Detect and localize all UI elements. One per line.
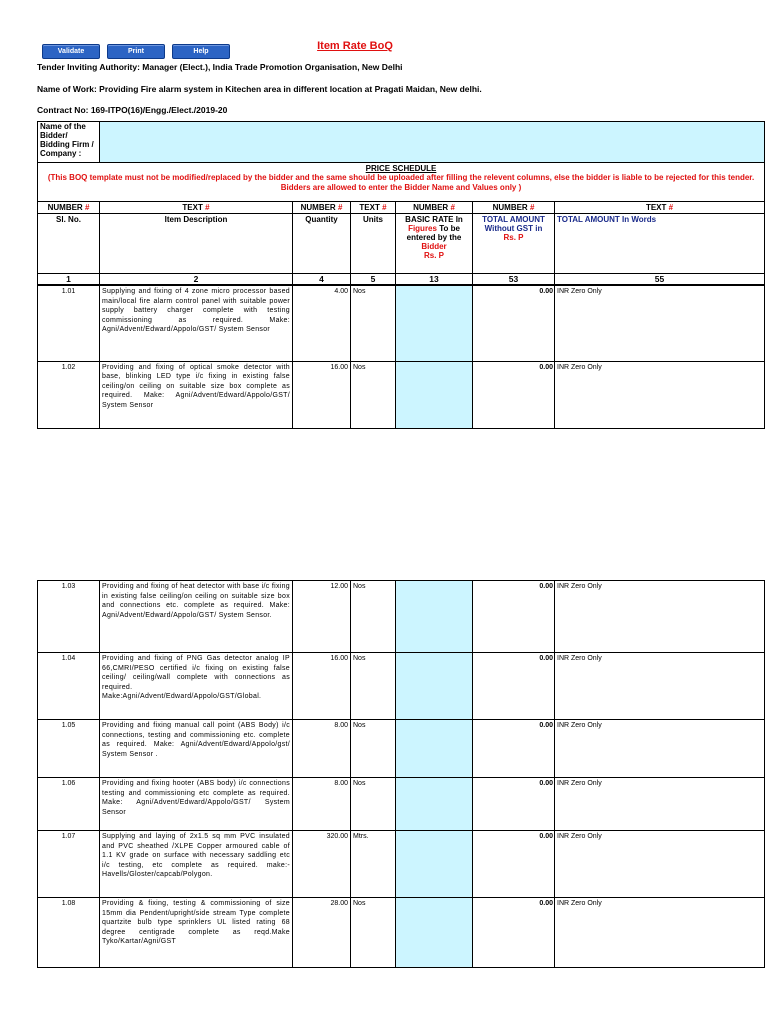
basic-rate-input[interactable] [396, 653, 473, 720]
item-amount-in-words: INR Zero Only [555, 831, 765, 898]
type-mark: # [84, 203, 90, 212]
type-mark: # [337, 203, 343, 212]
item-description: Providing and fixing of heat detector with base i/c fixing in existing false ceiling/on ceiling on suitable size box and connections etc. complete as required. Make: Agni/Advent/Edward/Appolo/GST/ System Sensor. [100, 581, 293, 653]
header-basic-rate-c: To be entered by the [406, 224, 462, 242]
print-button[interactable]: Print [107, 44, 165, 59]
header-sl-no: Sl. No. [38, 214, 100, 274]
basic-rate-input[interactable] [396, 285, 473, 361]
item-amount-in-words: INR Zero Only [555, 653, 765, 720]
item-quantity: 320.00 [293, 831, 351, 898]
header-amount-in-words: TOTAL AMOUNT In Words [555, 214, 765, 274]
column-header-row [38, 214, 765, 274]
bidder-name-input[interactable] [100, 122, 765, 163]
boq-table-page-2 [37, 580, 765, 968]
boq-item-row [38, 653, 765, 720]
item-sl-no: 1.04 [38, 653, 100, 720]
type-mark: # [382, 203, 387, 212]
header-item-description: Item Description [100, 214, 293, 274]
column-number: 13 [396, 274, 473, 286]
type-label: TEXT [359, 203, 380, 212]
item-units: Nos [351, 778, 396, 831]
item-total-amount: 0.00 [473, 778, 555, 831]
type-label: NUMBER [492, 203, 528, 212]
item-units: Nos [351, 720, 396, 778]
price-schedule-row [38, 163, 765, 202]
item-total-amount: 0.00 [473, 898, 555, 968]
basic-rate-input[interactable] [396, 581, 473, 653]
item-total-amount: 0.00 [473, 831, 555, 898]
boq-item-row [38, 361, 765, 428]
tender-authority: Tender Inviting Authority: Manager (Elect.), India Trade Promotion Organisation, New Delhi [37, 62, 403, 72]
price-schedule-title: PRICE SCHEDULE [365, 164, 437, 173]
item-quantity: 8.00 [293, 720, 351, 778]
type-cell [38, 202, 100, 214]
header-total-rs: Rs. P [503, 233, 524, 242]
item-units: Nos [351, 285, 396, 361]
type-mark: # [205, 203, 210, 212]
validate-button[interactable]: Validate [42, 44, 100, 59]
header-total-amount [473, 214, 555, 274]
header-basic-rate-d: Bidder [421, 242, 447, 251]
basic-rate-input[interactable] [396, 778, 473, 831]
basic-rate-input[interactable] [396, 720, 473, 778]
basic-rate-input[interactable] [396, 898, 473, 968]
basic-rate-input[interactable] [396, 831, 473, 898]
item-quantity: 16.00 [293, 361, 351, 428]
item-description: Providing and fixing manual call point (ABS Body) i/c connections, testing and commissioning etc. complete as required. Make: Agni/Advent/Edward/Appolo/gst/ System Sensor . [100, 720, 293, 778]
item-quantity: 12.00 [293, 581, 351, 653]
column-number: 4 [293, 274, 351, 286]
column-number: 53 [473, 274, 555, 286]
column-number-row [38, 274, 765, 286]
item-total-amount: 0.00 [473, 581, 555, 653]
header-basic-rate-b: Figures [408, 224, 437, 233]
item-sl-no: 1.06 [38, 778, 100, 831]
item-units: Nos [351, 898, 396, 968]
boq-item-row [38, 720, 765, 778]
item-amount-in-words: INR Zero Only [555, 778, 765, 831]
type-cell [351, 202, 396, 214]
item-sl-no: 1.03 [38, 581, 100, 653]
page-title: Item Rate BoQ [317, 40, 393, 52]
header-quantity: Quantity [293, 214, 351, 274]
boq-item-row [38, 285, 765, 361]
items-page-1 [38, 285, 765, 428]
type-label: TEXT [182, 203, 203, 212]
type-mark: # [529, 203, 535, 212]
item-quantity: 28.00 [293, 898, 351, 968]
header-basic-rate [396, 214, 473, 274]
bidder-row [38, 122, 765, 163]
item-units: Nos [351, 653, 396, 720]
item-amount-in-words: INR Zero Only [555, 720, 765, 778]
item-quantity: 16.00 [293, 653, 351, 720]
item-description: Providing and fixing hooter (ABS body) i/c connections testing and commissioning etc complete as required. Make: Agni/Advent/Edward/Appolo/GST/ System Sensor [100, 778, 293, 831]
bidder-name-label: Name of the Bidder/ Bidding Firm / Company : [38, 122, 100, 163]
type-cell [396, 202, 473, 214]
item-sl-no: 1.07 [38, 831, 100, 898]
name-of-work: Name of Work: Providing Fire alarm system in Kitechen area in different location at Pragati Maidan, New delhi. [37, 84, 482, 94]
column-type-row [38, 202, 765, 214]
header-basic-rate-a: BASIC RATE In [405, 215, 463, 224]
type-label: TEXT [645, 203, 667, 212]
item-total-amount: 0.00 [473, 653, 555, 720]
column-number: 5 [351, 274, 396, 286]
item-description: Providing and fixing of optical smoke detector with base, blinking LED type i/c fixing in existing false ceiling/on ceiling on suitable size box complete as required. Make: Agni/Advent/Edward/Appolo/GST/ System Sensor [100, 361, 293, 428]
item-sl-no: 1.05 [38, 720, 100, 778]
item-sl-no: 1.08 [38, 898, 100, 968]
boq-item-row [38, 778, 765, 831]
item-quantity: 8.00 [293, 778, 351, 831]
item-units: Mtrs. [351, 831, 396, 898]
type-cell [100, 202, 293, 214]
item-description: Providing and fixing of PNG Gas detector analog IP 66,CMRI/PESO certified i/c fixing on existing false ceiling/ ceiling/wall complete with connections as required. Make:Agni/Advent/Edward/Appolo/GST/Global. [100, 653, 293, 720]
header-basic-rate-e: Rs. P [423, 251, 444, 260]
type-mark: # [668, 203, 674, 212]
basic-rate-input[interactable] [396, 361, 473, 428]
column-number: 2 [100, 274, 293, 286]
item-units: Nos [351, 361, 396, 428]
type-label: NUMBER [47, 203, 83, 212]
item-amount-in-words: INR Zero Only [555, 361, 765, 428]
boq-item-row [38, 831, 765, 898]
item-units: Nos [351, 581, 396, 653]
item-description: Supplying and laying of 2x1.5 sq mm PVC insulated and PVC sheathed /XLPE Copper armoured cable of 1.1 KV grade on surface with necessary saddling etc i/c testing, etc complete as required. make:- Havells/Gloster/capcab/Polygon. [100, 831, 293, 898]
item-total-amount: 0.00 [473, 720, 555, 778]
type-cell [555, 202, 765, 214]
boq-item-row [38, 581, 765, 653]
item-total-amount: 0.00 [473, 285, 555, 361]
item-quantity: 4.00 [293, 285, 351, 361]
type-label: NUMBER [300, 203, 336, 212]
item-amount-in-words: INR Zero Only [555, 581, 765, 653]
contract-number: Contract No: 169-ITPO(16)/Engg./Elect./2019-20 [37, 105, 228, 115]
boq-item-row [38, 898, 765, 968]
item-amount-in-words: INR Zero Only [555, 898, 765, 968]
type-label: NUMBER [413, 203, 449, 212]
type-mark: # [450, 203, 455, 212]
item-sl-no: 1.01 [38, 285, 100, 361]
item-description: Providing & fixing, testing & commissioning of size 15mm dia Pendent/upright/side stream Type complete quartzite bulb type sprinklers UL listed rating 68 degree centigrade complete as reqd.Make Tyko/Kartar/Agni/GST [100, 898, 293, 968]
item-amount-in-words: INR Zero Only [555, 285, 765, 361]
items-page-2 [38, 581, 765, 968]
column-number: 55 [555, 274, 765, 286]
column-number: 1 [38, 274, 100, 286]
price-schedule-note: (This BOQ template must not be modified/replaced by the bidder and the same should be uploaded after filling the relevent columns, else the bidder is liable to be rejected for this tender. Bidders are allowed to enter the Bidder Name and Values only ) [47, 173, 755, 192]
price-schedule [38, 163, 765, 202]
item-sl-no: 1.02 [38, 361, 100, 428]
boq-table-page-1 [37, 121, 765, 429]
help-button[interactable]: Help [172, 44, 230, 59]
header-total-amount-label: TOTAL AMOUNT Without GST in [482, 215, 545, 233]
type-cell [473, 202, 555, 214]
header-units: Units [351, 214, 396, 274]
item-description: Supplying and fixing of 4 zone micro processor based main/local fire alarm control panel with suitable power supply battery charger complete with testing commissioning as required. Make: Agni/Advent/Edward/Appolo/GST/ System Sensor [100, 285, 293, 361]
item-total-amount: 0.00 [473, 361, 555, 428]
type-cell [293, 202, 351, 214]
